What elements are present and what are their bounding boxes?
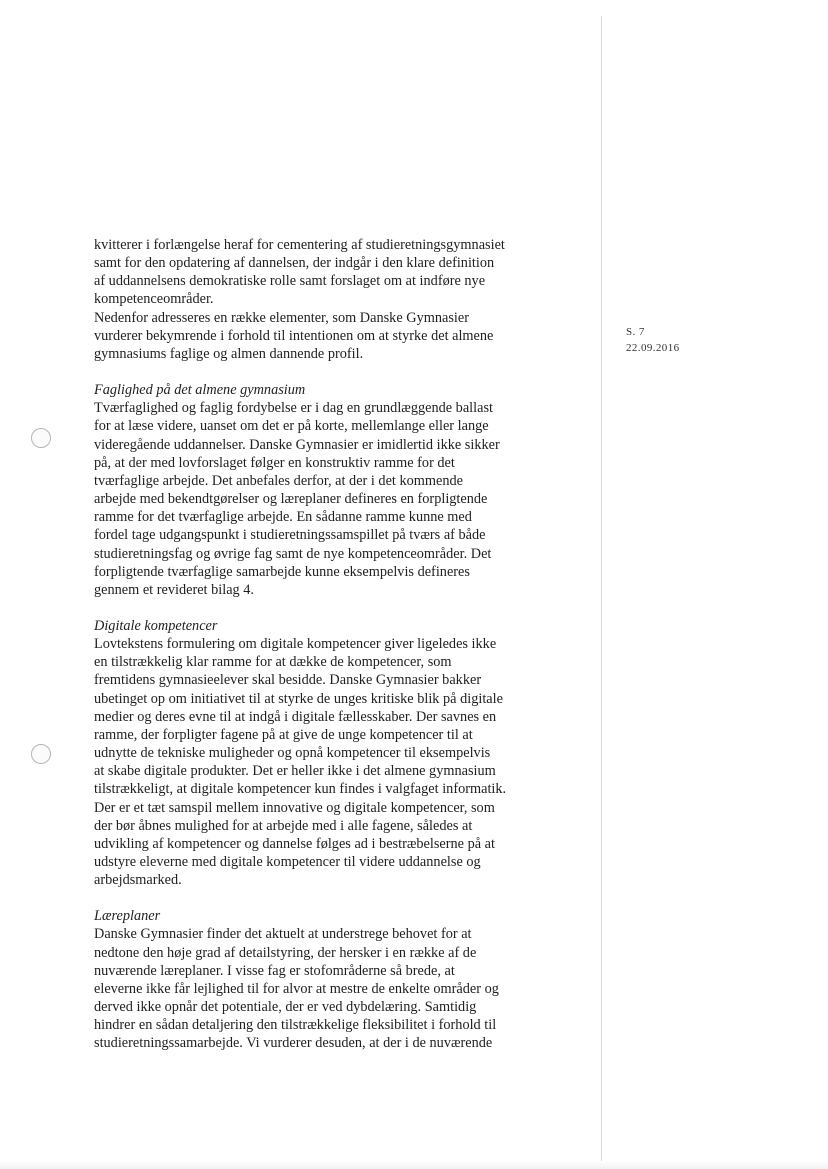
document-body xyxy=(94,236,574,1053)
body-line: udstyre eleverne med digitale kompetencer til videre uddannelse og xyxy=(94,854,481,870)
body-line: medier og deres evne til at indgå i digitale fællesskaber. Der savnes en xyxy=(94,708,497,725)
body-line: gymnasiums faglige og almen dannende profil. xyxy=(94,345,364,362)
body-line: eleverne ikke får lejlighed til for alvor at mestre de enkelte områder og xyxy=(94,980,499,997)
body-line: tværfaglige arbejde. Det anbefales derfor, at der i det kommende xyxy=(94,472,464,489)
body-line: nuværende læreplaner. I visse fag er stofområderne så brede, at xyxy=(94,962,455,979)
body-line: tilstrækkeligt, at digitale kompetencer kun findes i valgfaget informatik. xyxy=(94,781,507,798)
page-number: S. 7 xyxy=(626,326,645,338)
section-heading: Digitale kompetencer xyxy=(94,617,218,634)
body-line: kvitterer i forlængelse heraf for cementering af studieretningsgymnasiet xyxy=(94,237,505,253)
body-line: nedtone den høje grad af detailstyring, der hersker i en række af de xyxy=(94,944,477,961)
body-line: Nedenfor adresseres en række elementer, som Danske Gymnasier xyxy=(94,309,469,326)
body-line: samt for den opdatering af dannelsen, der indgår i den klare definition xyxy=(94,255,495,272)
punch-hole-top xyxy=(31,428,51,448)
document-date: 22.09.2016 xyxy=(626,342,680,354)
section-heading: Faglighed på det almene gymnasium xyxy=(94,382,306,399)
body-line: udvikling af kompetencer og dannelse følges ad i bestræbelserne på at xyxy=(94,835,495,852)
section-heading: Læreplaner xyxy=(94,908,161,925)
body-line: Tværfaglighed og faglig fordybelse er i dag en grundlæggende ballast xyxy=(94,400,494,417)
body-line: Lovtekstens formulering om digitale kompetencer giver ligeledes ikke xyxy=(94,636,497,653)
body-line: udnytte de tekniske muligheder og opnå kompetencer til eksempelvis xyxy=(94,745,491,762)
body-line: Danske Gymnasier finder det aktuelt at understrege behovet for at xyxy=(94,926,472,943)
body-line: på, at der med lovforslaget følger en konstruktiv ramme for det xyxy=(94,454,455,471)
punch-hole-bottom xyxy=(31,744,51,764)
body-line: hindrer en sådan detaljering den tilstrækkelige fleksibilitet i forhold til xyxy=(94,1017,497,1034)
body-line: kompetenceområder. xyxy=(94,291,214,308)
body-line: fordel tage udgangspunkt i studieretningssamspillet på tværs af både xyxy=(94,527,486,544)
margin-divider xyxy=(601,16,602,1164)
body-line: studieretningssamarbejde. Vi vurderer desuden, at der i de nuværende xyxy=(94,1035,493,1052)
body-line: en tilstrækkelig klar ramme for at dække de kompetencer, som xyxy=(94,654,452,671)
body-line: arbejdsmarked. xyxy=(94,872,182,889)
body-line: ramme, der forpligter fagene på at give de unge kompetencer til at xyxy=(94,726,473,743)
body-line: ramme for det tværfaglige arbejde. En sådanne ramme kunne med xyxy=(94,509,472,526)
body-line: studieretningsfag og øvrige fag samt de nye kompetenceområder. Det xyxy=(94,545,492,562)
section-digitale-kompetencer xyxy=(94,617,574,889)
body-line: gennem et revideret bilag 4. xyxy=(94,581,254,598)
body-line: vurderer bekymrende i forhold til intentionen om at styrke det almene xyxy=(94,327,494,344)
intro-block xyxy=(94,236,574,363)
body-line: arbejde med bekendtgørelser og læreplaner defineres en forpligtende xyxy=(94,491,488,508)
body-line: videregående uddannelser. Danske Gymnasier er imidlertid ikke sikker xyxy=(94,436,500,453)
body-line: for at læse videre, uanset om det er på korte, mellemlange eller lange xyxy=(94,418,489,435)
body-line: ubetinget op om initiativet til at styrke de unges kritiske blik på digitale xyxy=(94,690,503,707)
body-line: derved ikke opnår det potentiale, der er ved dybdelæring. Samtidig xyxy=(94,999,477,1016)
body-line: forpligtende tværfaglige samarbejde kunne eksempelvis defineres xyxy=(94,563,470,580)
section-faglighed xyxy=(94,381,574,599)
section-laereplaner xyxy=(94,907,574,1052)
body-line: at skabe digitale produkter. Det er heller ikke i det almene gymnasium xyxy=(94,763,496,780)
body-line: der bør åbnes mulighed for at arbejde med i alle fagene, således at xyxy=(94,817,473,834)
body-line: fremtidens gymnasieelever skal besidde. Danske Gymnasier bakker xyxy=(94,672,482,689)
body-line: Der er et tæt samspil mellem innovative og digitale kompetencer, som xyxy=(94,799,495,816)
page-meta xyxy=(626,324,680,356)
page-bottom-edge xyxy=(0,1161,828,1169)
body-line: af uddannelsens demokratiske rolle samt forslaget om at indføre nye xyxy=(94,273,486,290)
